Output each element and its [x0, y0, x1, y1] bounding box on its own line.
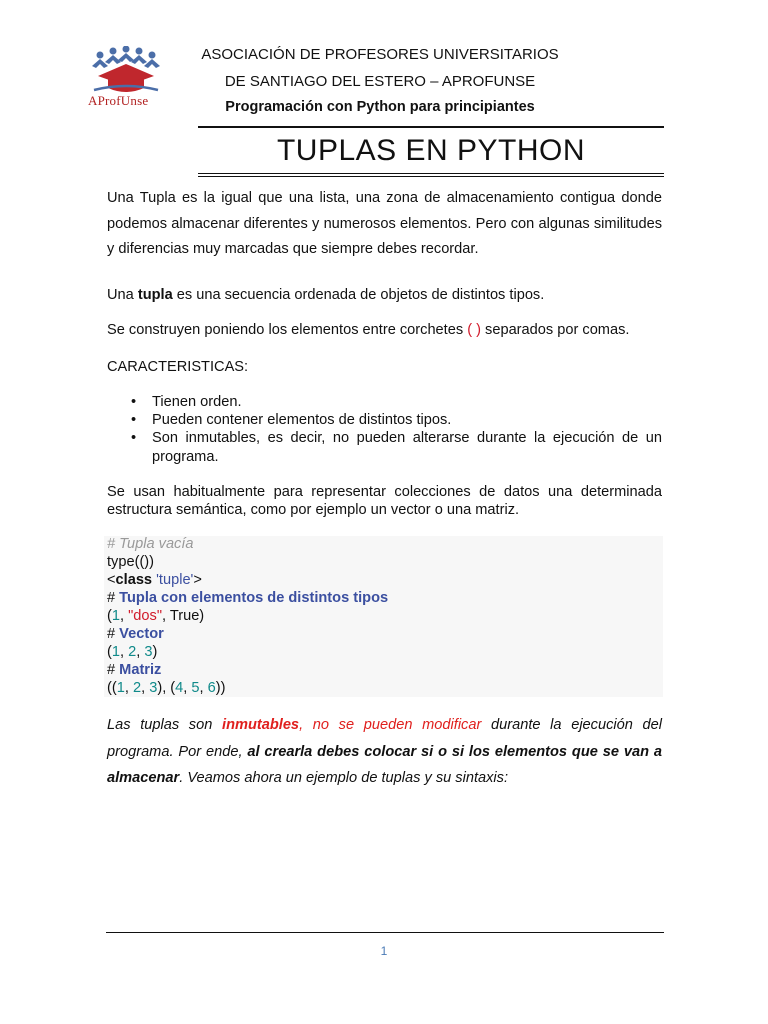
list-item: • Tienen orden.	[107, 393, 662, 411]
code-lt: <	[107, 572, 116, 588]
definition-term: tupla	[137, 287, 173, 303]
closing-text-2: durante la ejecución del programa. Por ende,	[107, 717, 663, 760]
code-sep: ,	[120, 608, 129, 624]
construction-prefix: Se construyen poniendo los elementos entre corchetes	[107, 322, 468, 338]
code-mixed-tuple	[107, 608, 204, 626]
code-sep: ,	[183, 680, 192, 696]
code-comment-vector	[107, 626, 164, 644]
page-title: TUPLAS EN PYTHON	[276, 134, 586, 167]
code-paren: ))	[215, 680, 226, 696]
closing-text-3: . Veamos ahora un ejemplo de tuplas y su sintaxis:	[179, 770, 509, 786]
code-number: 1	[111, 644, 120, 660]
closing-paragraph	[107, 712, 662, 792]
header-divider-top	[198, 126, 664, 128]
code-number: 2	[128, 644, 137, 660]
code-vector-tuple	[107, 644, 157, 662]
code-paren: ), (	[157, 680, 176, 696]
code-sep: ,	[136, 644, 145, 660]
page-number: 1	[380, 944, 388, 958]
construction-paragraph	[107, 321, 662, 339]
code-comment-matrix-text: Matriz	[119, 662, 162, 678]
code-paren: ((	[107, 680, 117, 696]
code-rest: , True)	[162, 608, 205, 624]
code-number: 6	[207, 680, 216, 696]
list-item: • Son inmutables, es decir, no pueden alterarse durante la ejecución de un programa.	[107, 429, 662, 465]
code-comment-empty: # Tupla vacía	[107, 536, 194, 552]
closing-emphasis: al crearla debes colocar si o si los elementos que se van a almacenar	[107, 743, 662, 786]
code-comment-mixed-text: Tupla con elementos de distintos tipos	[119, 590, 389, 606]
logo-wordmark: AProfUnse	[88, 93, 149, 108]
footer-divider	[106, 932, 664, 933]
code-class-keyword: class	[115, 572, 153, 588]
usage-paragraph: Se usan habitualmente para representar colecciones de datos una determinada estructura semántica, como por ejemplo un vector o una matriz.	[107, 484, 662, 519]
code-comment-vector-text: Vector	[119, 626, 164, 642]
code-sep: ,	[120, 644, 129, 660]
code-paren: (	[107, 644, 112, 660]
code-hash: #	[107, 662, 120, 678]
code-comment-matrix	[107, 662, 161, 680]
closing-text-1: Las tuplas son	[107, 717, 223, 733]
characteristics-heading: CARACTERISTICAS:	[107, 359, 249, 375]
course-title: Programación con Python para principiantes	[225, 99, 535, 115]
code-number: 5	[191, 680, 200, 696]
code-paren: )	[152, 644, 158, 660]
code-hash: #	[107, 626, 120, 642]
code-type-call: type(())	[107, 554, 155, 570]
code-sep: ,	[141, 680, 150, 696]
definition-prefix: Una	[107, 287, 138, 303]
code-number: 3	[149, 680, 158, 696]
title-divider-2	[198, 176, 664, 177]
code-hash: #	[107, 590, 120, 606]
code-number: 4	[175, 680, 184, 696]
definition-suffix: es una secuencia ordenada de objetos de distintos tipos.	[172, 287, 545, 303]
construction-suffix: separados por comas.	[480, 322, 630, 338]
code-class-output	[107, 572, 202, 590]
code-string: "dos"	[128, 608, 162, 624]
closing-inmutables: inmutables	[222, 717, 300, 733]
code-class-name: 'tuple'	[156, 572, 194, 588]
code-comment-mixed	[107, 590, 388, 608]
org-name-line1: ASOCIACIÓN DE PROFESORES UNIVERSITARIOS	[201, 46, 559, 63]
code-matrix-tuple	[107, 680, 226, 698]
code-number: 2	[132, 680, 142, 696]
parentheses-symbol: ( )	[467, 322, 481, 338]
code-gt: >	[193, 572, 202, 588]
org-name-line2: DE SANTIAGO DEL ESTERO – APROFUNSE	[224, 73, 536, 90]
title-divider-1	[198, 173, 664, 174]
list-item: • Pueden contener elementos de distintos tipos.	[107, 411, 662, 429]
code-paren: (	[107, 608, 112, 624]
intro-paragraph: Una Tupla es la igual que una lista, una zona de almacenamiento contigua donde podemos almacenar diferentes y numerosos elementos. Pero con algunas similitudes y diferencias muy marcadas que siempre debes recordar.	[107, 190, 662, 257]
code-number: 1	[111, 608, 120, 624]
code-number: 1	[116, 680, 125, 696]
closing-no-modificar: , no se pueden modificar	[299, 717, 482, 733]
characteristics-list	[107, 393, 662, 466]
definition-paragraph	[107, 286, 662, 304]
code-sep: ,	[199, 680, 208, 696]
code-number: 3	[144, 644, 153, 660]
code-sep: ,	[124, 680, 133, 696]
